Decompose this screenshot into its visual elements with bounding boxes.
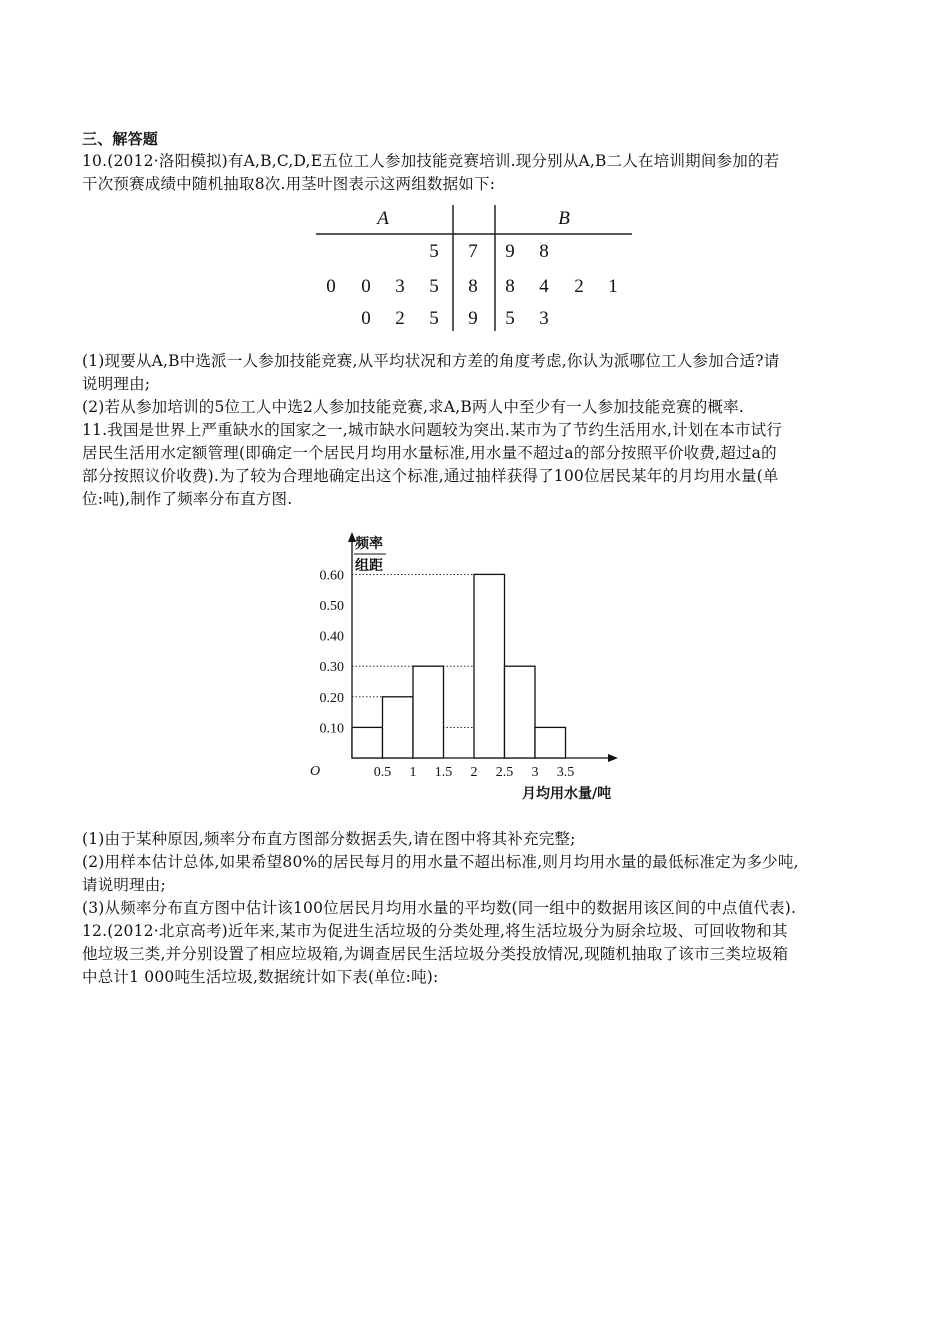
stem-leaf-right-leaf: 3 [539, 308, 549, 329]
histogram-bar [383, 697, 414, 758]
y-tick-label: 0.10 [319, 721, 344, 737]
q10-part1-line: (1)现要从A,B中选派一人参加技能竞赛,从平均状况和方差的角度考虑,你认为派哪位工人参加合适?请 [82, 352, 780, 370]
x-axis-arrow [608, 754, 618, 762]
y-tick-label: 0.20 [319, 690, 344, 706]
q10-part2: (2)若从参加培训的5位工人中选2人参加技能竞赛,求A,B两人中至少有一人参加技能竞赛的概率. [82, 398, 744, 416]
q10-text-line: 10.(2012·洛阳模拟)有A,B,C,D,E五位工人参加技能竞赛培训.现分别从A,B二人在培训期间参加的若 [82, 152, 780, 170]
stem-leaf-left-leaf: 0 [361, 276, 371, 297]
stem-leaf-left-leaf: 2 [395, 308, 405, 329]
stem-leaf-right-leaf: 1 [608, 276, 618, 297]
section-heading: 三、解答题 [82, 130, 159, 148]
stem-leaf-left-leaf: 3 [395, 276, 405, 297]
stem-leaf-header-b: B [558, 208, 570, 229]
y-tick-label: 0.60 [319, 568, 344, 584]
stem-leaf-right-leaf: 9 [505, 241, 515, 262]
stem-leaf-left-leaf: 5 [429, 276, 439, 297]
x-tick-label: 2.5 [495, 765, 514, 780]
stem-leaf-right-leaf: 2 [574, 276, 584, 297]
histogram-bar [505, 666, 536, 758]
stem-leaf-right-leaf: 8 [539, 241, 549, 262]
x-tick-label: 2 [470, 765, 478, 780]
y-tick-label: 0.50 [319, 599, 344, 614]
stem-leaf-right-leaf: 4 [539, 276, 549, 297]
q11-text-line: 部分按照议价收费).为了较为合理地确定出这个标准,通过抽样获得了100位居民某年的月均用水量(单 [82, 467, 779, 485]
stem-leaf-left-leaf: 5 [429, 308, 439, 329]
stem-leaf-left-leaf: 5 [429, 241, 439, 262]
stem-leaf-left-leaf: 0 [326, 276, 336, 297]
x-tick-label: 1 [409, 765, 417, 780]
q12-text-line: 他垃圾三类,并分别设置了相应垃圾箱,为调查居民生活垃圾分类投放情况,现随机抽取了该市三类垃圾箱 [82, 945, 789, 963]
stem-leaf-stem: 8 [468, 276, 478, 297]
stem-leaf-right-leaf: 8 [505, 276, 515, 297]
frequency-histogram [300, 528, 640, 808]
x-tick-labels [374, 765, 575, 780]
x-axis-label: 月均用水量/吨 [522, 786, 612, 802]
q11-part2-line: 请说明理由; [82, 876, 166, 894]
q11-part3: (3)从频率分布直方图中估计该100位居民月均用水量的平均数(同一组中的数据用该区间的中点值代表). [82, 899, 797, 917]
x-tick-label: 3.5 [556, 765, 575, 780]
histogram-bar [474, 574, 505, 758]
x-tick-label: 3 [531, 765, 539, 780]
stem-leaf-left-leaf: 0 [361, 308, 371, 329]
stem-leaf-right-leaf: 5 [505, 308, 515, 329]
y-axis-label-bottom: 组距 [355, 558, 383, 574]
stem-leaf-plot [316, 203, 632, 333]
y-tick-labels [320, 568, 345, 736]
x-tick-label: 0.5 [373, 765, 392, 780]
q10-part1-line: 说明理由; [82, 375, 151, 393]
histogram-bar [535, 727, 566, 758]
q11-text-line: 居民生活用水定额管理(即确定一个居民月均用水量标准,用水量不超过a的部分按照平价收费,超过a的 [82, 444, 777, 462]
y-axis-label-top: 频率 [355, 536, 383, 552]
q12-text-line: 中总计1 000吨生活垃圾,数据统计如下表(单位:吨): [82, 968, 439, 986]
stem-leaf-stem: 7 [468, 241, 478, 262]
q10-text-line: 干次预赛成绩中随机抽取8次.用茎叶图表示这两组数据如下: [82, 175, 496, 193]
histogram-svg [300, 528, 640, 808]
y-tick-label: 0.30 [319, 660, 344, 676]
q12-text-line: 12.(2012·北京高考)近年来,某市为促进生活垃圾的分类处理,将生活垃圾分为厨余垃圾、可回收物和其 [82, 922, 788, 940]
q11-text-line: 位:吨),制作了频率分布直方图. [82, 490, 293, 508]
q11-text-line: 11.我国是世界上严重缺水的国家之一,城市缺水问题较为突出.某市为了节约生活用水,计划在本市试行 [82, 421, 783, 439]
stem-leaf-header-a: A [377, 208, 389, 229]
q11-part2-line: (2)用样本估计总体,如果希望80%的居民每月的用水量不超出标准,则月均用水量的最低标准定为多少吨, [82, 853, 799, 871]
histogram-bar [352, 727, 383, 758]
q11-part1: (1)由于某种原因,频率分布直方图部分数据丢失,请在图中将其补充完整; [82, 830, 576, 848]
stem-leaf-stem: 9 [468, 308, 478, 329]
y-tick-label: 0.40 [319, 629, 344, 645]
histogram-bar [413, 666, 444, 758]
x-tick-label: 1.5 [434, 765, 453, 780]
origin-label: O [310, 764, 321, 779]
